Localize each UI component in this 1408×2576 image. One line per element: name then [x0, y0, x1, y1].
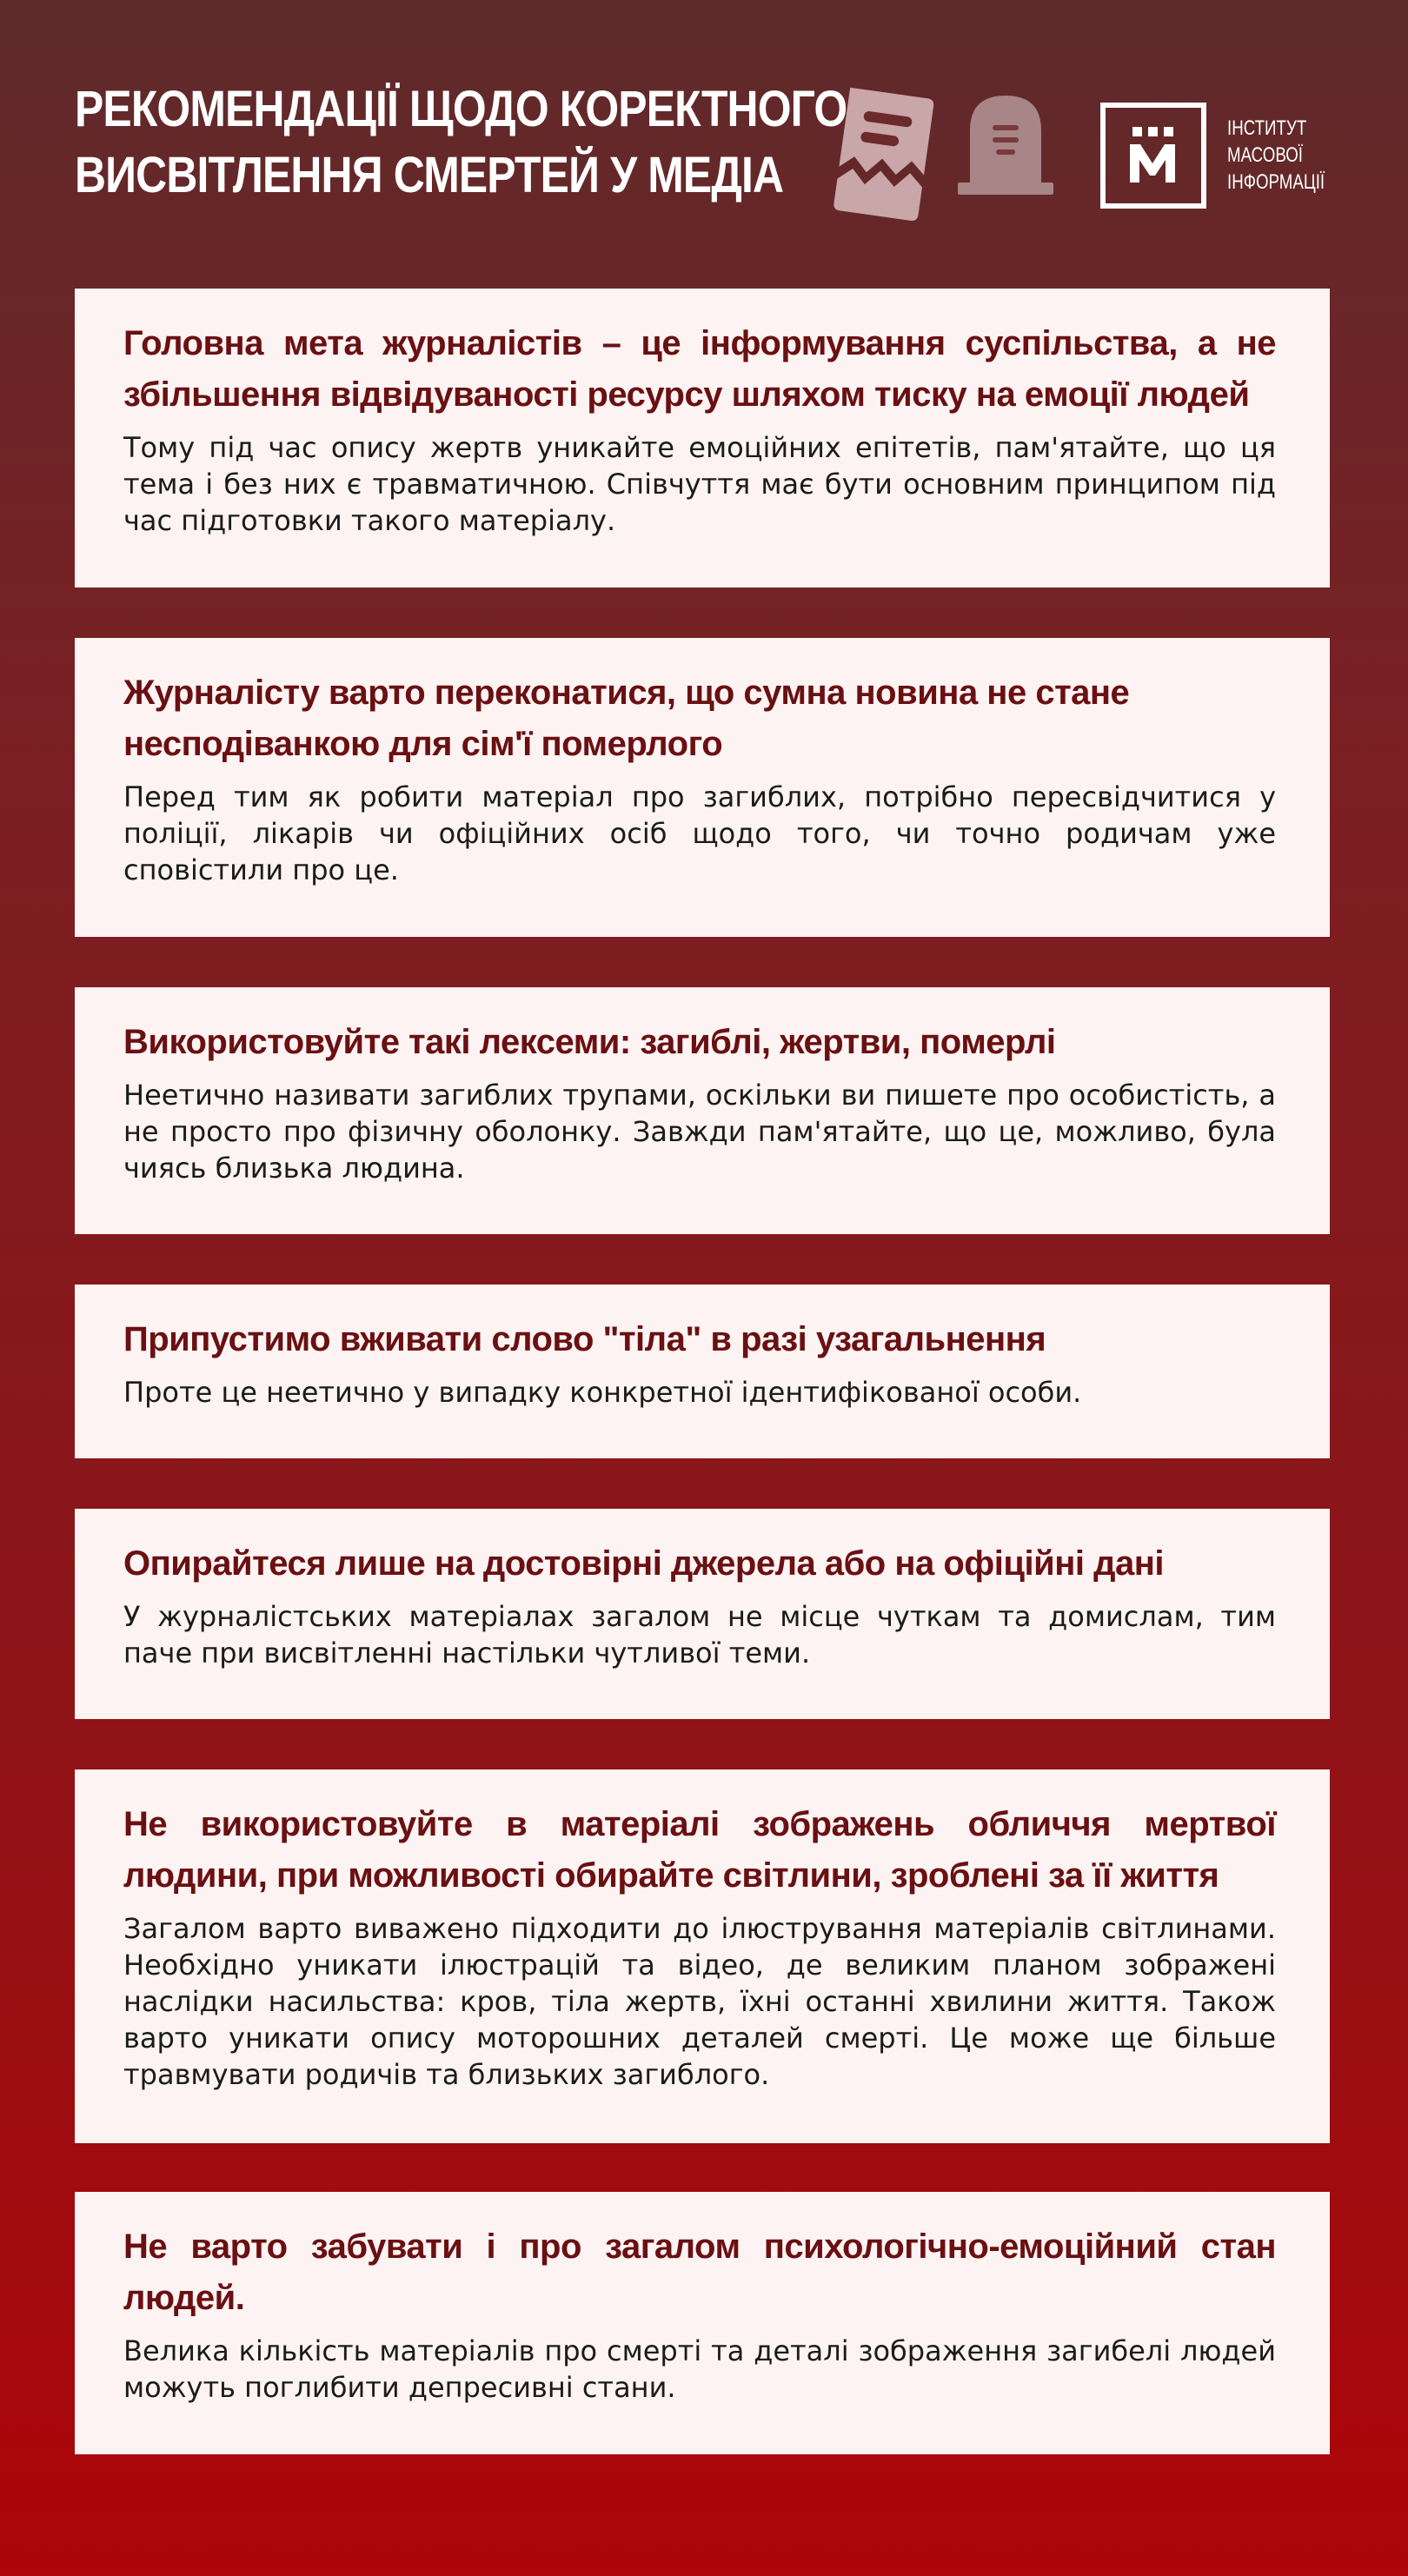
recommendation-card — [75, 987, 1330, 1234]
page-title-line-1: РЕКОМЕНДАЦІЇ ЩОДО КОРЕКТНОГО — [75, 81, 847, 137]
logo-line-2: МАСОВОЇ — [1227, 143, 1303, 167]
card-body: Перед тим як робити матеріал про загиблих, потрібно пересвідчитися у поліції, лікарів чи офіційних осіб щодо того, чи точно родичам уже сповістили про це. — [123, 780, 1276, 886]
card-title: Головна мета журналістів – це інформування суспільства, а не збільшення відвідуваності ресурсу шляхом тиску на емоції людей — [123, 324, 1276, 414]
card-title: Не варто забувати і про загалом психологічно-емоційний стан людей. — [123, 2227, 1276, 2317]
logo-line-3: ІНФОРМАЦІЇ — [1227, 170, 1325, 194]
card-title: Не використовуйте в матеріалі зображень обличчя мертвої людини, при можливості обирайте світлини, зроблені за її життя — [123, 1805, 1276, 1895]
logo-line-1: ІНСТИТУТ — [1227, 116, 1307, 140]
recommendation-card — [75, 1285, 1330, 1458]
card-body: У журналістських матеріалах загалом не місце чуткам та домислам, тим паче при висвітленні настільки чутливої теми. — [123, 1600, 1276, 1670]
card-body: Неетично називати загиблих трупами, оскільки ви пишете про особистість, а не просто про фізичну оболонку. Завжди пам'ятайте, що це, можливо, була чиясь близька людина. — [123, 1079, 1276, 1185]
institute-logo — [1100, 103, 1326, 219]
logo-text — [1227, 115, 1325, 196]
card-title: Опирайтеся лише на достовірні джерела або на офіційні дані — [123, 1544, 1164, 1583]
tombstone-icon — [954, 90, 1057, 198]
logo-mark — [1100, 103, 1206, 209]
torn-newspaper-icon — [822, 83, 935, 222]
header — [0, 0, 1408, 261]
page-title — [75, 76, 847, 209]
card-title: Припустимо вживати слово "тіла" в разі узагальнення — [123, 1320, 1046, 1358]
recommendation-card — [75, 1509, 1330, 1719]
card-body: Тому під час опису жертв уникайте емоційних епітетів, пам'ятайте, що ця тема і без них є травматичною. Співчуття має бути основним принципом під час підготовки такого матеріалу. — [123, 431, 1276, 537]
card-body: Проте це неетично у випадку конкретної ідентифікованої особи. — [123, 1376, 1082, 1409]
card-title: Використовуйте такі лексеми: загиблі, жертви, померлі — [123, 1023, 1056, 1061]
recommendation-card — [75, 1769, 1330, 2143]
recommendation-card — [75, 638, 1330, 937]
recommendation-card — [75, 289, 1330, 588]
logo-letter-m-icon — [1106, 108, 1201, 203]
recommendation-card — [75, 2192, 1330, 2454]
card-body: Загалом варто виважено підходити до ілюстрування матеріалів світлинами. Необхідно уникати ілюстрацій та відео, де великим планом зображені наслідки насильства: кров, тіла жертв, їхні останні хвилини життя. Також варто уникати опису моторошних деталей смерті. Це може ще більше травмувати родичів та близьких загиблого. — [123, 1912, 1276, 2091]
page-title-line-2: ВИСВІТЛЕННЯ СМЕРТЕЙ У МЕДІА — [75, 147, 784, 203]
card-body: Велика кількість матеріалів про смерті та деталі зображення загибелі людей можуть поглибити депресивні стани. — [123, 2334, 1276, 2404]
card-title: Журналісту варто переконатися, що сумна новина не стане несподіванкою для сім'ї померлого — [123, 674, 1130, 763]
